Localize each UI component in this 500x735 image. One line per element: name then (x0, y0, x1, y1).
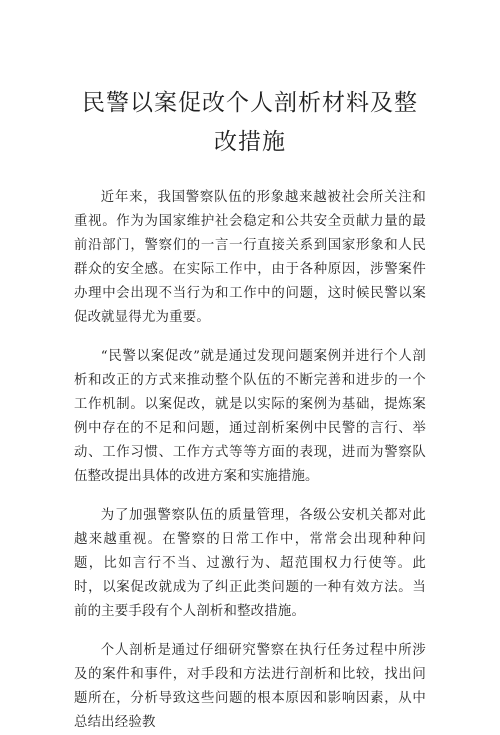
document-body (74, 186, 426, 735)
paragraph-2: “民警以案促改”就是通过发现问题案例并进行个人剖析和改正的方式来推动整个队伍的不断完善和进步的一个工作机制。以案促改，就是以实际的案例为基础，提炼案例中存在的不足和问题，通过剖析案例中民警的言行、举动、工作习惯、工作方式等等方面的表现，进而为警察队伍整改提出具体的改进方案和实施措施。 (74, 349, 426, 484)
paragraph-1: 近年来，我国警察队伍的形象越来越被社会所关注和重视。作为为国家维护社会稳定和公共安全贡献力量的最前沿部门，警察们的一言一行直接关系到国家形象和人民群众的安全感。在实际工作中，由于各种原因，涉警案件办理中会出现不当行为和工作中的问题，这时候民警以案促改就显得尤为重要。 (74, 190, 426, 325)
document-title: 民警以案促改个人剖析材料及整改措施 (82, 90, 418, 155)
paragraph-3: 为了加强警察队伍的质量管理，各级公安机关都对此越来越重视。在警察的日常工作中，常常会出现种种问题，比如言行不当、过激行为、超范围权力行使等。此时，以案促改就成为了纠正此类问题的一种有效方法。当前的主要手段有个人剖析和整改措施。 (74, 508, 426, 619)
paragraph-4: 个人剖析是通过仔细研究警察在执行任务过程中所涉及的案件和事件，对手段和方法进行剖析和比较，找出问题所在，分析导致这些问题的根本原因和影响因素，从中总结出经验教 (74, 643, 426, 730)
